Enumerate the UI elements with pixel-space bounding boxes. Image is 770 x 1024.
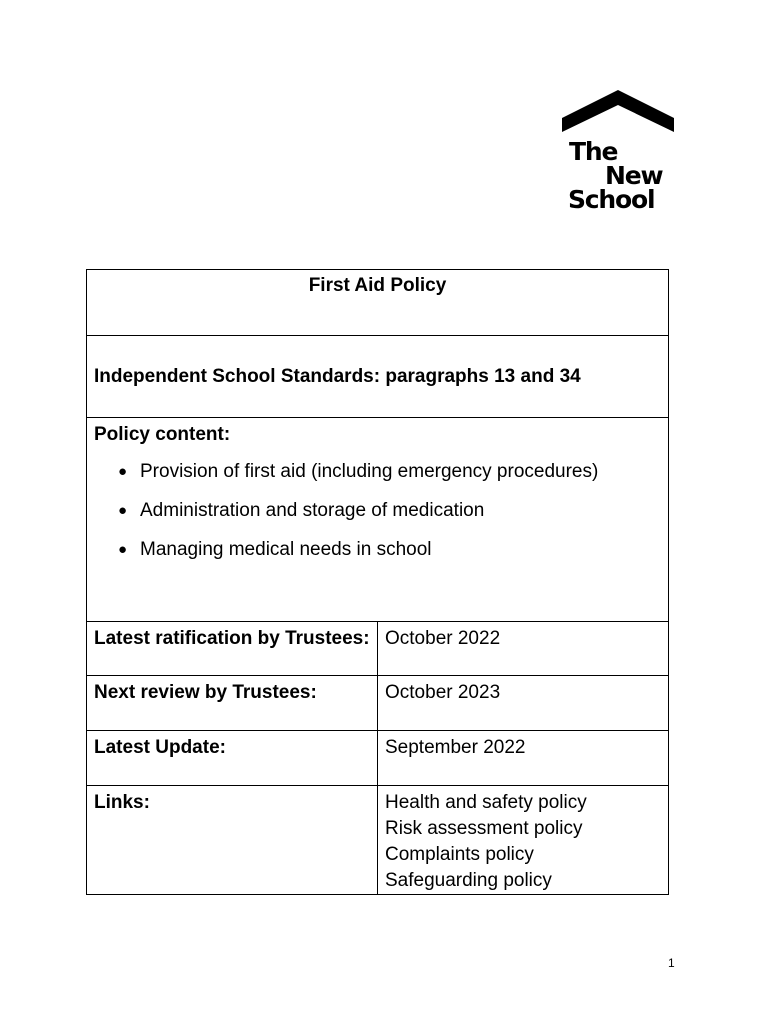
logo-word-the: The: [569, 137, 618, 166]
next-review-date: October 2023: [378, 676, 669, 731]
bullet-icon: ●: [118, 541, 128, 558]
logo-word-school: School: [568, 185, 655, 214]
ratification-date: October 2022: [378, 622, 669, 676]
links-list: [378, 786, 669, 895]
school-logo: [560, 88, 676, 212]
roof-icon: [560, 88, 676, 138]
list-item: ● Administration and storage of medication: [118, 500, 485, 521]
link-safeguarding: Safeguarding policy: [385, 870, 552, 891]
latest-update-label: Latest Update:: [87, 731, 378, 786]
policy-content-cell: [87, 418, 669, 622]
table-row: [87, 731, 669, 786]
list-item: ● Provision of first aid (including emergency procedures): [118, 461, 599, 482]
next-review-label: Next review by Trustees:: [87, 676, 378, 731]
link-complaints: Complaints policy: [385, 844, 534, 865]
bullet-icon: ●: [118, 502, 128, 519]
policy-content-label: Policy content:: [94, 424, 231, 445]
table-row: [87, 676, 669, 731]
link-health-safety: Health and safety policy: [385, 792, 587, 813]
logo-word-new: New: [605, 161, 663, 190]
ratification-label: Latest ratification by Trustees:: [87, 622, 378, 676]
bullet-icon: ●: [118, 463, 128, 480]
table-row: [87, 622, 669, 676]
list-item: ● Managing medical needs in school: [118, 539, 432, 560]
latest-update-date: September 2022: [378, 731, 669, 786]
standards-reference: Independent School Standards: paragraphs 13 and 34: [87, 336, 669, 418]
links-label: Links:: [87, 786, 378, 895]
table-row: [87, 786, 669, 895]
link-risk-assessment: Risk assessment policy: [385, 818, 583, 839]
policy-table: [86, 269, 669, 895]
policy-content-list: [94, 460, 661, 562]
policy-title: First Aid Policy: [87, 270, 669, 336]
page-number: 1: [668, 956, 675, 970]
